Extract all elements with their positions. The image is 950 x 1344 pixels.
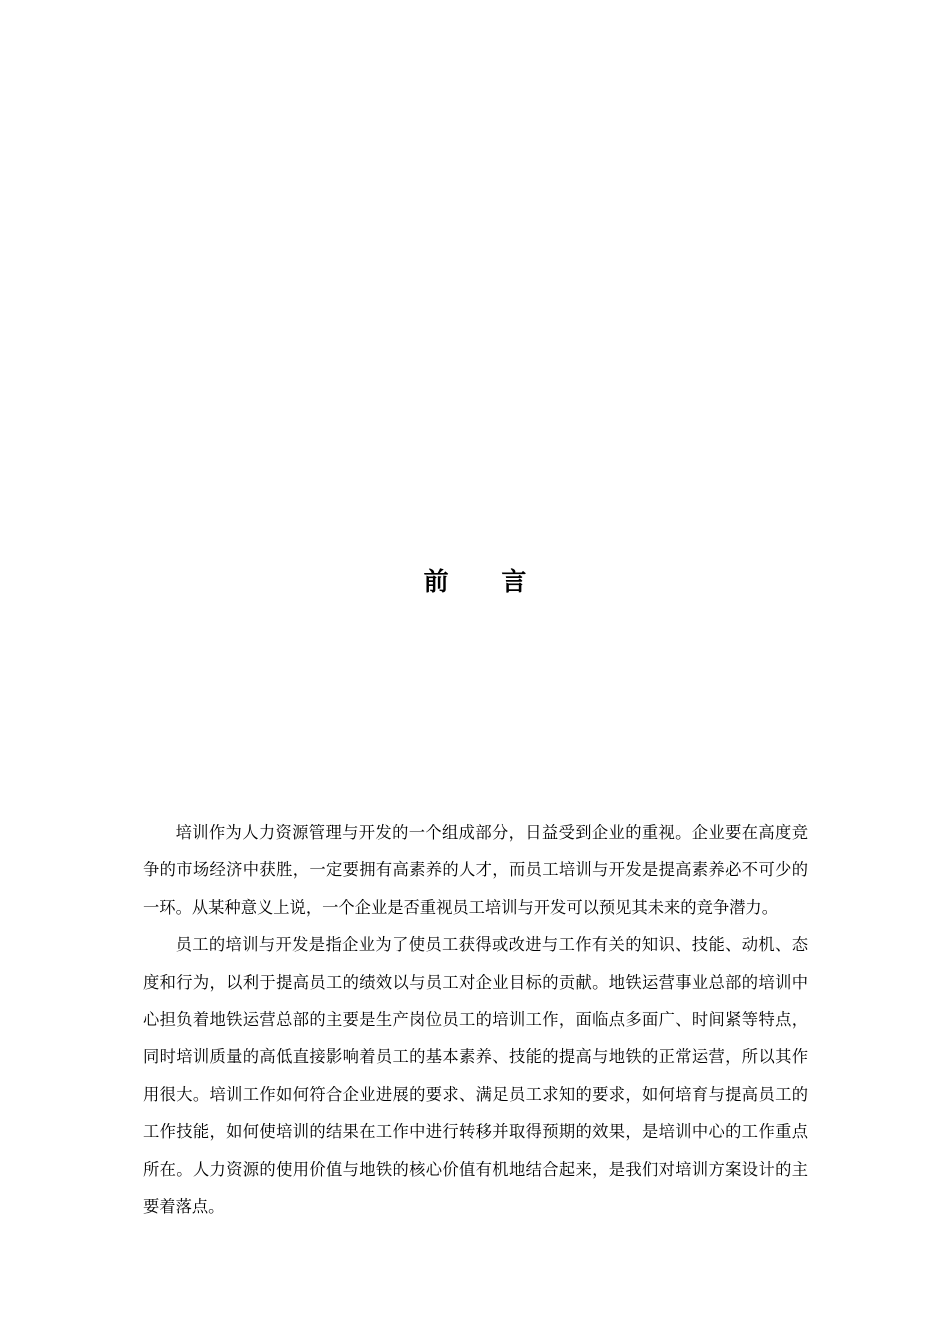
body-text (143, 814, 808, 1225)
paragraph-2: 员工的培训与开发是指企业为了使员工获得或改进与工作有关的知识、技能、动机、态度和行为，以利于提高员工的绩效以与员工对企业目标的贡献。地铁运营事业总部的培训中心担负着地铁运营总部的主要是生产岗位员工的培训工作，面临点多面广、时间紧等特点，同时培训质量的高低直接影响着员工的基本素养、技能的提高与地铁的正常运营，所以其作用很大。培训工作如何符合企业进展的要求、满足员工求知的要求，如何培育与提高员工的工作技能，如何使培训的结果在工作中进行转移并取得预期的效果，是培训中心的工作重点所在。人力资源的使用价值与地铁的核心价值有机地结合起来，是我们对培训方案设计的主要着落点。 (143, 935, 808, 1217)
page-title: 前 言 (423, 567, 549, 596)
paragraph-1: 培训作为人力资源管理与开发的一个组成部分，日益受到企业的重视。企业要在高度竞争的市场经济中获胜，一定要拥有高素养的人才，而员工培训与开发是提高素养必不可少的一环。从某种意义上说，一个企业是否重视员工培训与开发可以预见其未来的竞争潜力。 (143, 823, 808, 917)
